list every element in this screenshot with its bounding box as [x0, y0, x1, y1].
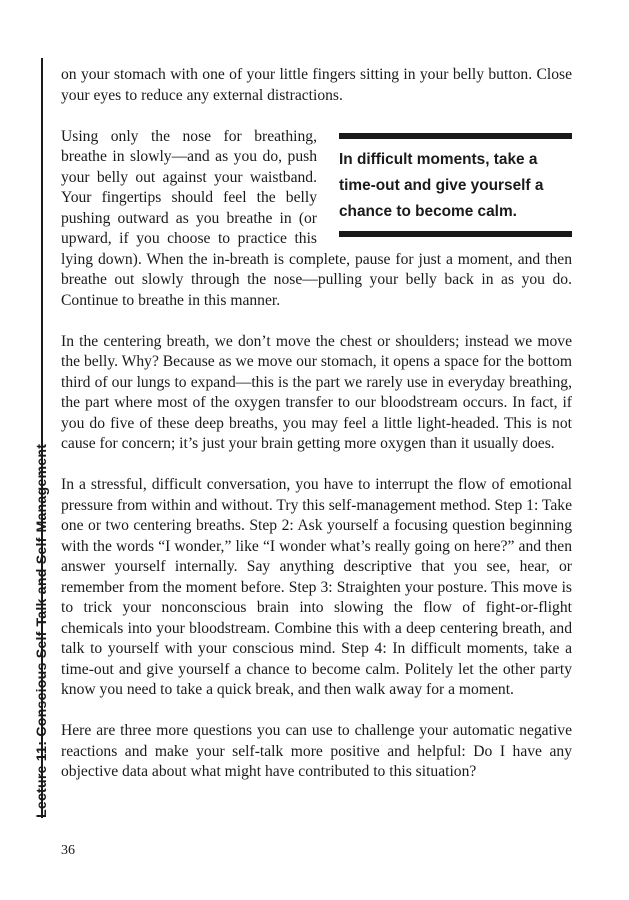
pull-quote — [339, 133, 572, 237]
paragraph: Using only the nose for breathing, breathe in slowly—and as you do, push your belly out against your waistband. Your fingertips should feel the belly pushing outward as you breathe in (or upward, if you choose to practice this lying down). When the in-breath is complete, pause for just a moment, and then breathe out slowly through the nose—pulling your belly back in as you do. Continue to breathe in this manner. — [61, 127, 572, 309]
paragraph: on your stomach with one of your little fingers sitting in your belly button. Close your eyes to reduce any external distractions. — [61, 66, 572, 104]
paragraph: Here are three more questions you can use to challenge your automatic negative reactions and make your self-talk more positive and helpful: Do I have any objective data about what might have contributed to this situation? — [61, 722, 572, 780]
pull-quote-text: In difficult moments, take a time-out and give yourself a chance to become calm. — [339, 150, 544, 220]
paragraph: In the centering breath, we don’t move the chest or shoulders; instead we move the belly. Why? Because as we move our stomach, it opens a space for the bottom third of our lungs to expand—this is the part we rarely use in everyday breathing, the part where most of the oxygen transfer to our bloodstream occurs. In fact, if you do five of these deep breaths, you may feel a little light-headed. This is not cause for concern; it’s just your brain getting more oxygen than it usually does. — [61, 332, 572, 452]
paragraph: In a stressful, difficult conversation, you have to interrupt the flow of emotional pressure from within and without. Try this self-management method. Step 1: Take one or two centering breaths. Step 2: Ask yourself a focusing question beginning with the words “I wonder,” like “I wonder what’s really going on here?” and then answer yourself internally. Say anything descriptive that you see, hear, or remember from the moment before. Step 3: Straighten your posture. This move is to trick your nonconscious brain into slowing the flow of fight-or-flight chemicals into your bloodstream. Combine this with a deep centering breath, and talk to yourself with your conscious mind. Step 4: In difficult moments, take a time-out and give yourself a chance to become calm. Politely let the other party know you need to take a quick break, and then walk away for a moment. — [61, 476, 572, 698]
pull-quote-bottom-bar — [339, 231, 572, 237]
running-header: Lecture 11: Conscious Self-Talk and Self-Management — [34, 443, 50, 818]
body-text — [61, 65, 572, 803]
page-number: 36 — [61, 843, 75, 858]
